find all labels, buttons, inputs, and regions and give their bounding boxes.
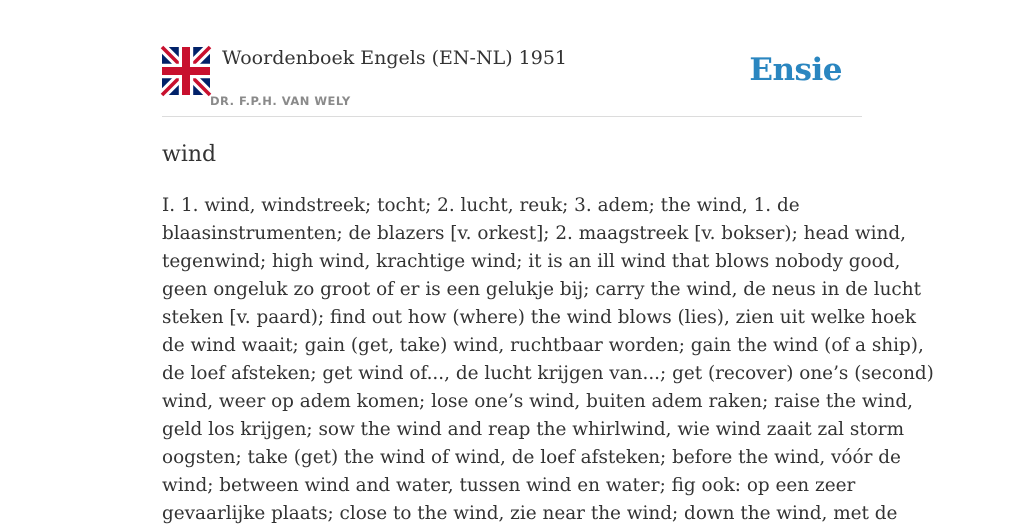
definition-line: tegenwind; high wind, krachtige wind; it is an ill wind that blows nobody good,: [162, 251, 901, 272]
ensie-logo[interactable]: Ensie: [749, 52, 842, 88]
dictionary-header: [162, 46, 862, 117]
definition-line: steken [v. paard); find out how (where) the wind blows (lies), zien uit welke hoek: [162, 307, 917, 328]
uk-flag-graphic: [162, 47, 210, 95]
definition-line: de wind waait; gain (get, take) wind, ruchtbaar worden; gain the wind (of a ship),: [162, 335, 924, 356]
definition-line: de loef afsteken; get wind of..., de lucht krijgen van...; get (recover) one’s (second): [162, 363, 934, 384]
definition-line: wind; between wind and water, tussen wind en water; fig ook: op een zeer: [162, 475, 856, 496]
definition-line: I. 1. wind, windstreek; tocht; 2. lucht, reuk; 3. adem; the wind, 1. de: [162, 195, 800, 216]
definition-line: oogsten; take (get) the wind of wind, de loef afsteken; before the wind, vóór de: [162, 447, 901, 468]
definition-line: blaasinstrumenten; de blazers [v. orkest]; 2. maagstreek [v. bokser); head wind,: [162, 223, 907, 244]
uk-flag-icon: [162, 47, 210, 95]
definition-line: wind, weer op adem komen; lose one’s wind, buiten adem raken; raise the wind,: [162, 391, 913, 412]
dictionary-author: DR. F.P.H. VAN WELY: [210, 94, 351, 108]
definition-line: gevaarlijke plaats; close to the wind, zie near the wind; down the wind, met de: [162, 503, 898, 524]
dictionary-title[interactable]: Woordenboek Engels (EN-NL) 1951: [222, 47, 567, 69]
entry-definition: [162, 192, 934, 528]
definition-line: geld los krijgen; sow the wind and reap the whirlwind, wie wind zaait zal storm: [162, 419, 905, 440]
definition-line: geen ongeluk zo groot of er is een gelukje bij; carry the wind, de neus in de lucht: [162, 279, 921, 300]
entry-headword: wind: [162, 142, 217, 167]
